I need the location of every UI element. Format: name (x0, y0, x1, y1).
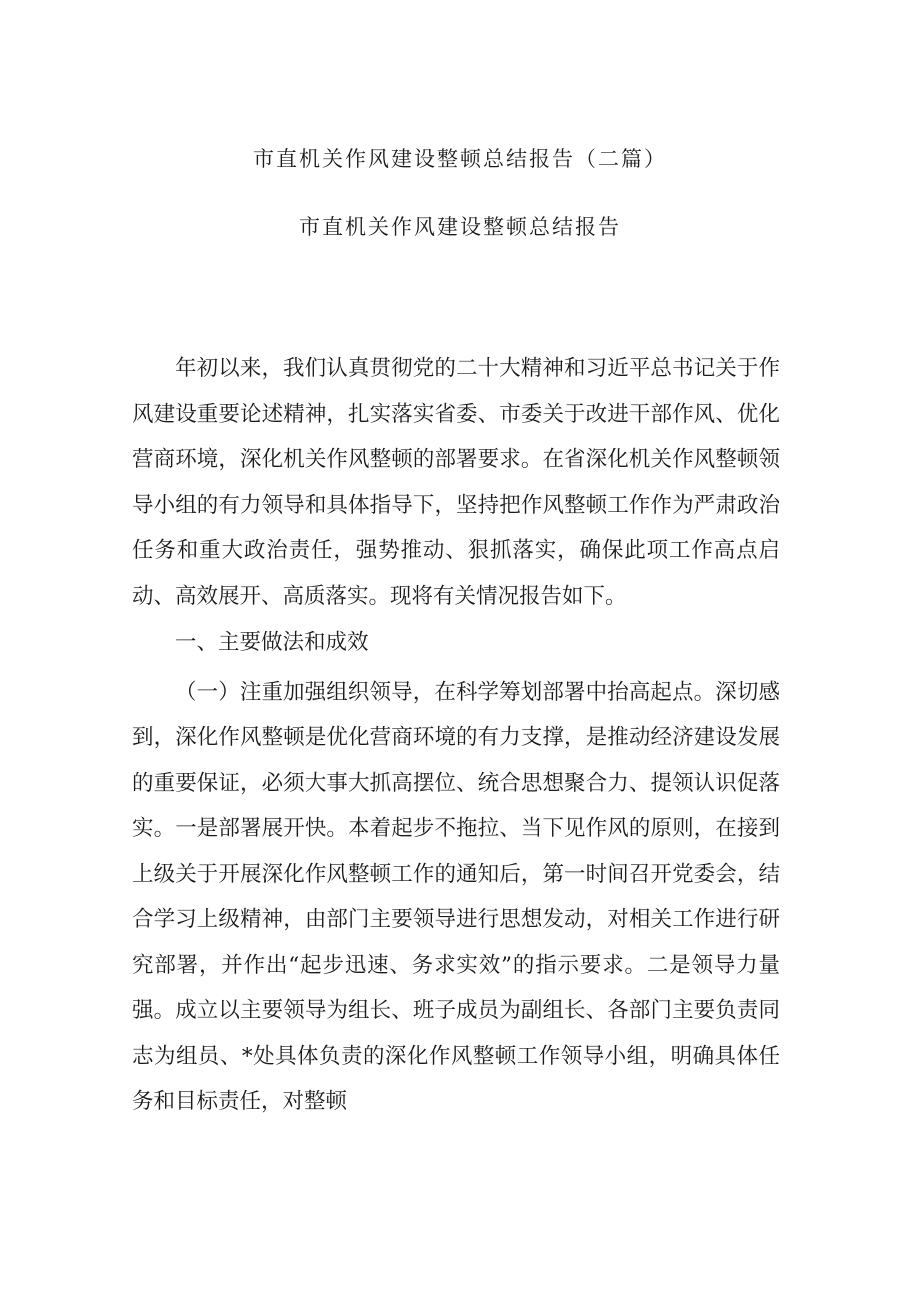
intro-paragraph: 年初以来，我们认真贯彻党的二十大精神和习近平总书记关于作风建设重要论述精神，扎实落实省委、市委关于改进干部作风、优化营商环境，深化机关作风整顿的部署要求。在省深化机关作风整顿领导小组的有力领导和具体指导下，坚持把作风整顿工作作为严肃政治任务和重大政治责任，强势推动、狠抓落实，确保此项工作高点启动、高效展开、高质落实。现将有关情况报告如下。 (132, 356, 780, 609)
document-subtitle: 市直机关作风建设整顿总结报告 (299, 215, 621, 239)
section-heading: 一、主要做法和成效 (175, 630, 369, 655)
document-body (132, 346, 780, 1125)
subsection-paragraph: （一）注重加强组织领导，在科学筹划部署中抬高起点。深切感到，深化作风整顿是优化营商环境的有力支撑，是推动经济建设发展的重要保证，必须大事大抓高摆位、统合思想聚合力、提领认识促落实。一是部署展开快。本着起步不拖拉、当下见作风的原则，在接到上级关于开展深化作风整顿工作的通知后，第一时间召开党委会，结合学习上级精神，由部门主要领导进行思想发动，对相关工作进行研究部署，并作出“起步迅速、务求实效”的指示要求。二是领导力量强。成立以主要领导为组长、班子成员为副组长、各部门主要负责同志为组员、*处具体负责的深化作风整顿工作领导小组，明确具体任务和目标责任，对整顿 (132, 679, 780, 1114)
document-title: 市直机关作风建设整顿总结报告（二篇） (253, 147, 667, 171)
